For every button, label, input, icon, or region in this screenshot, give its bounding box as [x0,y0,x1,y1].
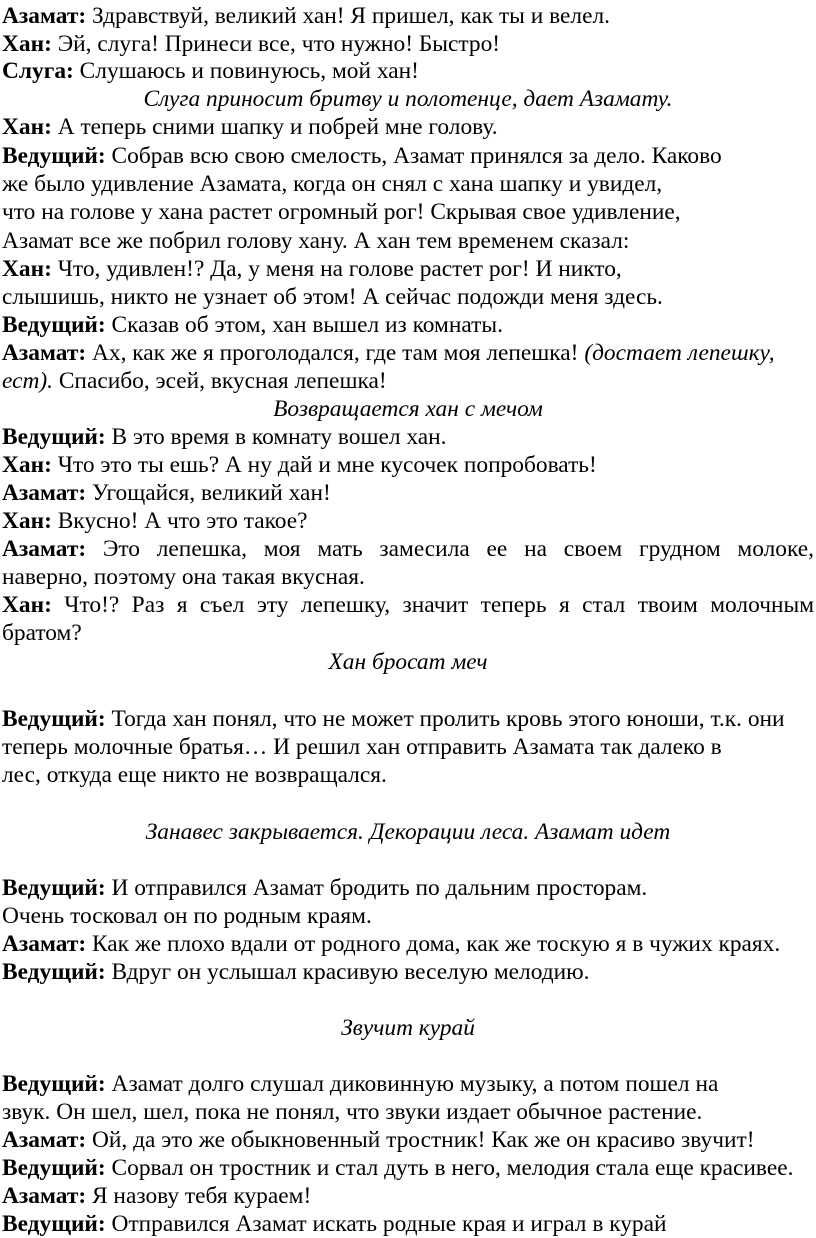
line-text: же было удивление Азамата, когда он снял с хана шапку и увидел, [2,171,663,197]
speaker-name: Слуга: [2,58,74,84]
script-line [2,761,814,789]
script-line [2,591,814,619]
script-line [2,1210,814,1238]
line-text: Очень тосковал он по родным краям. [2,903,372,929]
line-text: И отправился Азамат бродить по дальним просторам. [105,875,648,901]
stage-direction: Слуга приносит бритву и полотенце, дает Азамату. [143,86,673,112]
script-line [2,283,814,311]
speaker-name: Ведущий: [2,706,106,732]
script-line [2,113,814,141]
script-line [2,958,814,986]
speaker-name: Ведущий: [2,1155,106,1181]
line-text: братом? [2,620,82,646]
line-text: что на голове у хана растет огромный рог! Скрывая свое удивление, [2,199,681,225]
line-text: наверно, поэтому она такая вкусная. [2,564,365,590]
speaker-name: Ведущий: [2,143,106,169]
script-line [2,733,814,761]
line-text: лес, откуда еще никто не возвращался. [2,762,387,788]
line-text: Как же плохо вдали от родного дома, как же тоскую я в чужих краях. [86,931,781,957]
stage-direction: Возвращается хан с мечом [273,396,543,422]
script-line [2,339,814,367]
line-text: Ой, да это же обыкновенный тростник! Как же он красиво звучит! [86,1127,755,1153]
script-line [2,563,814,591]
script-line [2,535,814,563]
speaker-name: Хан: [2,508,52,534]
stage-direction: Звучит курай [341,1015,475,1041]
speaker-name: Ведущий: [2,1211,106,1237]
speaker-name: Хан: [2,31,52,57]
line-text: Эй, слуга! Принеси все, что нужно! Быстро! [51,31,501,57]
script-line [2,142,814,170]
script-line [2,507,814,535]
script-line [2,619,814,647]
line-text: Азамат долго слушал диковинную музыку, а потом пошел на [105,1071,719,1097]
script-line [2,479,814,507]
line-text: Тогда хан понял, что не может пролить кровь этого юноши, т.к. они [105,706,785,732]
speaker-name: Азамат: [2,480,87,506]
line-text: Отправился Азамат искать родные края и играл в курай [105,1211,667,1237]
speaker-name: Азамат: [2,1183,87,1209]
line-text: звук. Он шел, шел, пока не понял, что звуки издает обычное растение. [2,1099,703,1125]
script-line [2,255,814,283]
line-text: Спасибо, эсей, вкусная лепешка! [52,368,387,394]
script-line [2,57,814,85]
speaker-name: Ведущий: [2,959,106,985]
speaker-name: Хан: [2,452,52,478]
speaker-name: Азамат: [2,536,87,562]
script-line [2,30,814,58]
speaker-name: Азамат: [2,3,87,29]
script-line [2,198,814,226]
line-text: Угощайся, великий хан! [86,480,331,506]
line-text: Что!? Раз я съел эту лепешку, значит теперь я стал твоим молочным [51,592,814,618]
stage-note: (достает лепешку, [584,340,775,366]
line-text: В это время в комнату вошел хан. [105,424,447,450]
script-line [2,311,814,339]
script-line [2,902,814,930]
line-text: Собрав всю свою смелость, Азамат принялся за дело. Каково [105,143,722,169]
stage-direction: Хан бросат меч [328,649,488,675]
speaker-name: Хан: [2,592,52,618]
line-text: Вдруг он услышал красивую веселую мелодию. [105,959,590,985]
stage-direction: Занавес закрывается. Декорации леса. Азамат идет [145,819,671,845]
script-line [2,227,814,255]
line-text: Сорвал он тростник и стал дуть в него, мелодия стала еще красивее. [105,1155,794,1181]
script-line [2,1098,814,1126]
speaker-name: Ведущий: [2,875,106,901]
speaker-name: Азамат: [2,931,87,957]
script-line [2,367,814,395]
stage-note: ест). [2,368,53,394]
line-text: Азамат все же побрил голову хану. А хан тем временем сказал: [2,228,630,254]
line-text: слышишь, никто не узнает об этом! А сейчас подожди меня здесь. [2,284,663,310]
line-text: Это лепешка, моя мать замесила ее на своем грудном молоке, [86,536,814,562]
line-text: Я назову тебя кураем! [86,1183,312,1209]
line-text: Что это ты ешь? А ну дай и мне кусочек попробовать! [51,452,597,478]
speaker-name: Хан: [2,256,52,282]
speaker-name: Азамат: [2,340,87,366]
script-line [2,423,814,451]
line-text: Что, удивлен!? Да, у меня на голове растет рог! И никто, [51,256,622,282]
script-line [2,451,814,479]
script-line [2,1154,814,1182]
script-line [2,874,814,902]
speaker-name: Азамат: [2,1127,87,1153]
script-line [2,1126,814,1154]
script-line [2,930,814,958]
line-text: Сказав об этом, хан вышел из комнаты. [105,312,503,338]
script-line [2,2,814,30]
script-line [2,1070,814,1098]
speaker-name: Ведущий: [2,424,106,450]
script-line [2,1182,814,1210]
line-text: теперь молочные братья… И решил хан отправить Азамата так далеко в [2,734,722,760]
line-text: Ах, как же я проголодался, где там моя лепешка! [86,340,585,366]
speaker-name: Хан: [2,114,52,140]
script-line [2,705,814,733]
line-text: Здравствуй, великий хан! Я пришел, как ты и велел. [86,3,610,29]
speaker-name: Ведущий: [2,312,106,338]
line-text: А теперь сними шапку и побрей мне голову. [51,114,498,140]
line-text: Вкусно! А что это такое? [51,508,308,534]
script-line [2,170,814,198]
line-text: Слушаюсь и повинуюсь, мой хан! [73,58,419,84]
speaker-name: Ведущий: [2,1071,106,1097]
